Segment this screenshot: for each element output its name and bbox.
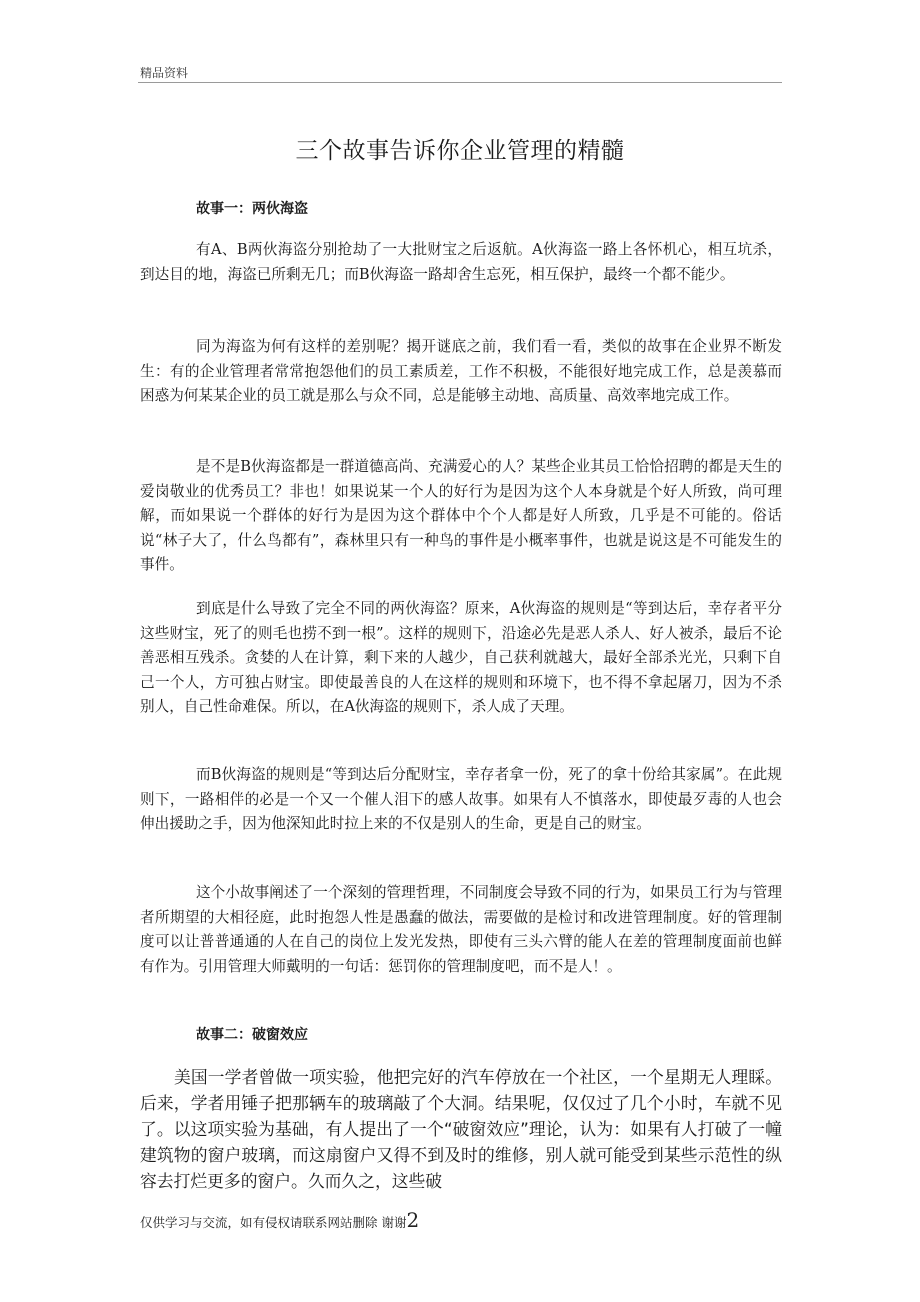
page-number: 2 bbox=[406, 1208, 420, 1232]
page-footer bbox=[140, 1208, 419, 1232]
story1-paragraph-4: 到底是什么导致了完全不同的两伙海盗？原来，A伙海盗的规则是“等到达后，幸存者平分这些财宝，死了的则毛也捞不到一根”。这样的规则下，沿途必先是恶人杀人、好人被杀，最后不论善恶相互残杀。贪婪的人在计算，剩下来的人越少，自己获利就越大，最好全部杀光光，只剩下自己一个人，方可独占财宝。即使最善良的人在这样的规则和环境下，也不得不拿起屠刀，因为不杀别人，自己性命难保。所以，在A伙海盗的规则下，杀人成了天理。 bbox=[140, 600, 782, 715]
footer-text: 仅供学习与交流，如有侵权请联系网站删除 谢谢 bbox=[140, 1215, 407, 1230]
story1-heading: 故事一：两伙海盗 bbox=[196, 201, 308, 217]
story1-paragraph-6: 这个小故事阐述了一个深刻的管理哲理，不同制度会导致不同的行为，如果员工行为与管理者所期望的大相径庭，此时抱怨人性是愚蠢的做法，需要做的是检讨和改进管理制度。好的管理制度可以让普普通通的人在自己的岗位上发光发热，即使有三头六臂的能人在差的管理制度面前也鲜有作为。引用管理大师戴明的一句话：惩罚你的管理制度吧，而不是人！。 bbox=[140, 884, 782, 975]
header-label: 精品资料 bbox=[140, 66, 189, 80]
story1-paragraph-5: 而B伙海盗的规则是“等到达后分配财宝，幸存者拿一份，死了的拿十份给其家属”。在此规则下，一路相伴的必是一个又一个催人泪下的感人故事。如果有人不慎落水，即使最歹毒的人也会伸出援助之手，因为他深知此时拉上来的不仅是别人的生命，更是自己的财宝。 bbox=[140, 766, 782, 832]
story2-paragraph-1: 美国一学者曾做一项实验，他把完好的汽车停放在一个社区，一个星期无人理睬。后来，学者用锤子把那辆车的玻璃敲了个大洞。结果呢，仅仅过了几个小时，车就不见了。以这项实验为基础，有人提出了一个“破窗效应”理论，认为：如果有人打破了一幢建筑物的窗户玻璃，而这扇窗户又得不到及时的维修，别人就可能受到某些示范性的纵容去打烂更多的窗户。久而久之，这些破 bbox=[140, 1067, 782, 1191]
story1-paragraph-1: 有A、B两伙海盗分别抢劫了一大批财宝之后返航。A伙海盗一路上各怀机心，相互坑杀，到达目的地，海盗已所剩无几；而B伙海盗一路却舍生忘死，相互保护，最终一个都不能少。 bbox=[140, 241, 782, 283]
page-title: 三个故事告诉你企业管理的精髓 bbox=[295, 138, 625, 164]
story1-paragraph-2: 同为海盗为何有这样的差别呢？揭开谜底之前，我们看一看，类似的故事在企业界不断发生：有的企业管理者常常抱怨他们的员工素质差，工作不积极，不能很好地完成工作，总是羡慕而困惑为何某某企业的员工就是那么与众不同，总是能够主动地、高质量、高效率地完成工作。 bbox=[140, 338, 782, 404]
story2-heading: 故事二：破窗效应 bbox=[196, 1027, 308, 1043]
header-divider bbox=[138, 82, 782, 83]
story1-paragraph-3: 是不是B伙海盗都是一群道德高尚、充满爱心的人？某些企业其员工恰恰招聘的都是天生的爱岗敬业的优秀员工？非也！如果说某一个人的好行为是因为这个人本身就是个好人所致，尚可理解，而如果说一个群体的好行为是因为这个群体中个个人都是好人所致，几乎是不可能的。俗话说“林子大了，什么鸟都有”，森林里只有一种鸟的事件是小概率事件，也就是说这是不可能发生的事件。 bbox=[140, 458, 782, 573]
